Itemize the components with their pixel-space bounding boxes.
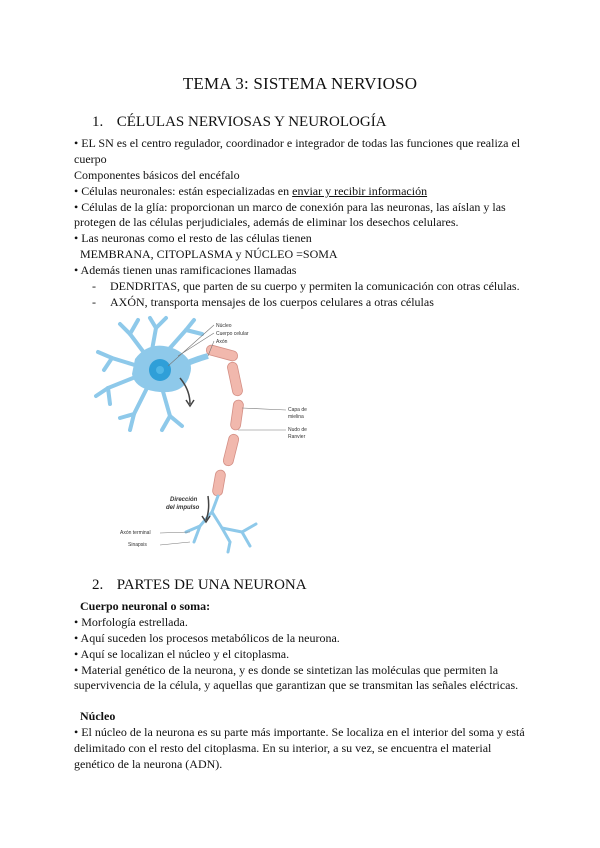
paragraph: supervivencia de la célula, y aquellas que garantizan que se transmitan las señales eléctricas. — [74, 678, 519, 692]
paragraph: • Además tienen unas ramificaciones llamadas — [74, 263, 297, 277]
paragraph: • Células de la glía: proporcionan un marco de conexión para las neuronas, las aíslan y las — [74, 200, 506, 214]
list-item-dendritas: - DENDRITAS, que parten de su cuerpo y permiten la comunicación con otras células. — [92, 279, 520, 293]
label-capa-mielina-2: mielina — [288, 414, 304, 420]
label-nudo-ranvier-2: Ranvier — [288, 434, 306, 440]
paragraph: protegen de las células perjudiciales, además de eliminar los desechos celulares. — [74, 215, 459, 229]
paragraph: delimitado con el resto del citoplasma. En su interior, a su vez, se encuentra el material — [74, 741, 492, 755]
subheading-nucleo: Núcleo — [80, 709, 116, 723]
paragraph — [74, 183, 427, 199]
paragraph: genético de la neurona (ADN). — [74, 757, 223, 771]
paragraph: • Las neuronas como el resto de las células tienen — [74, 231, 312, 245]
section-1-title: CÉLULAS NERVIOSAS Y NEUROLOGÍA — [116, 114, 387, 130]
label-nucleo: Núcleo — [216, 323, 232, 329]
document-title: TEMA 3: SISTEMA NERVIOSO — [182, 74, 418, 93]
list-item-text: DENDRITAS, que parten de su cuerpo y permiten la comunicación con otras células. — [110, 279, 520, 293]
section-2-number: 2. — [92, 577, 104, 593]
paragraph: Componentes básicos del encéfalo — [74, 168, 240, 182]
paragraph: • Material genético de la neurona, y es donde se sintetizan las moléculas que permiten la — [74, 663, 499, 677]
label-cuerpo-celular: Cuerpo celular — [216, 331, 249, 337]
list-item-text: AXÓN, transporta mensajes de los cuerpos celulares a otras células — [110, 295, 434, 309]
label-axon-terminal: Axón terminal — [120, 530, 151, 536]
paragraph: • Morfología estrellada. — [74, 615, 188, 629]
underlined-text: enviar y recibir información — [292, 184, 428, 198]
paragraph: cuerpo — [74, 152, 107, 166]
label-axon: Axón — [216, 339, 228, 345]
paragraph-text: • Células neuronales: están especializadas en — [74, 184, 293, 198]
label-sinapsis: Sinapsis — [128, 542, 147, 548]
subheading-soma: Cuerpo neuronal o soma: — [80, 599, 211, 613]
neuron-diagram — [90, 314, 360, 554]
label-direccion-2: del impulso — [166, 505, 200, 511]
paragraph: • EL SN es el centro regulador, coordinador e integrador de todas las funciones que realiza el — [74, 136, 521, 150]
label-nudo-ranvier-1: Nudo de — [288, 427, 307, 433]
label-capa-mielina-1: Capa de — [288, 407, 307, 413]
section-2-heading — [92, 577, 307, 594]
section-1-heading — [92, 114, 387, 131]
paragraph: • Aquí se localizan el núcleo y el citoplasma. — [74, 647, 290, 661]
myelin-sheath — [205, 344, 244, 497]
section-1-number: 1. — [92, 114, 104, 130]
section-2-title: PARTES DE UNA NEURONA — [116, 577, 307, 593]
label-direccion-1: Dirección — [170, 497, 198, 503]
paragraph: MEMBRANA, CITOPLASMA y NÚCLEO =SOMA — [80, 247, 338, 261]
paragraph: • Aquí suceden los procesos metabólicos de la neurona. — [74, 631, 340, 645]
list-item-axon: - AXÓN, transporta mensajes de los cuerpos celulares a otras células — [92, 295, 434, 309]
paragraph: • El núcleo de la neurona es su parte más importante. Se localiza en el interior del soma y está — [74, 725, 525, 739]
